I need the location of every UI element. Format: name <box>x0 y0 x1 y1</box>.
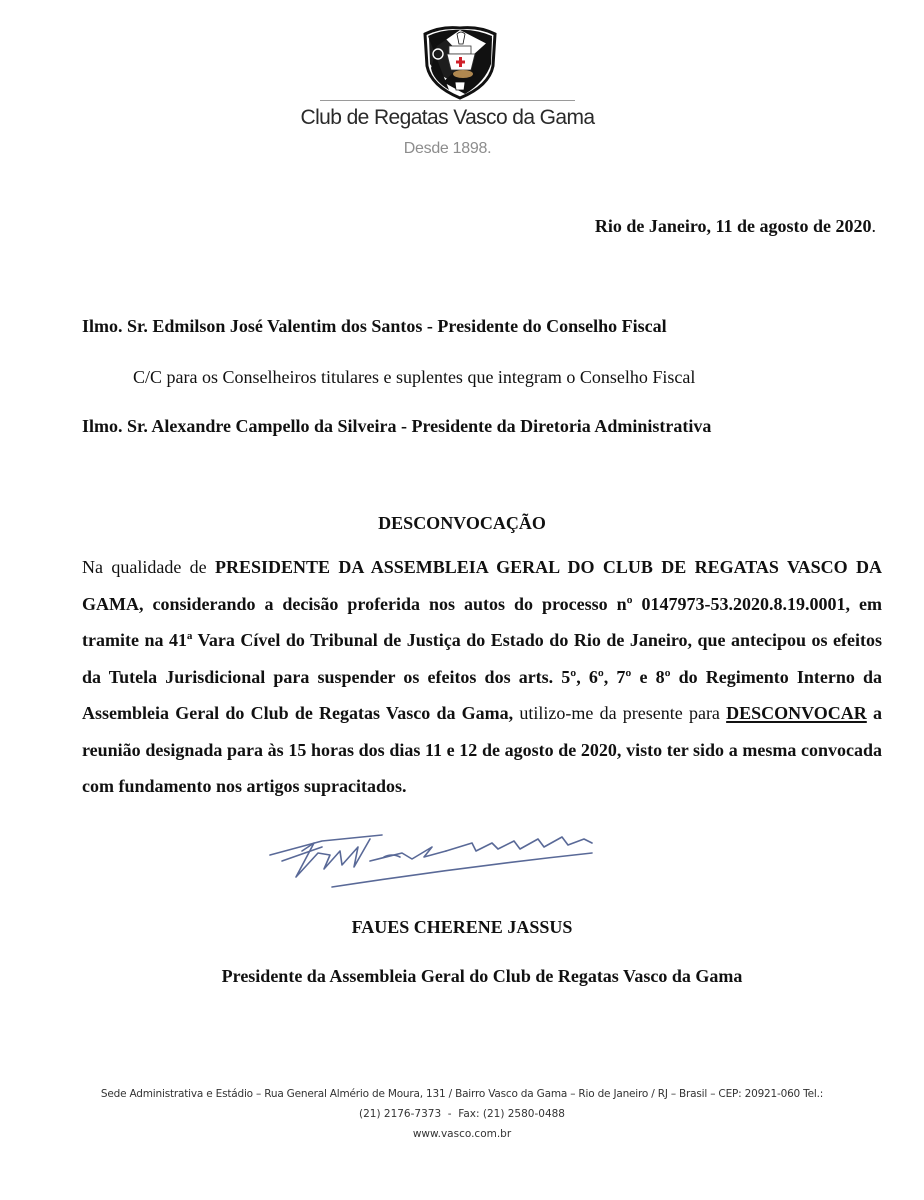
body-underlined-keyword: DESCONVOCAR <box>726 703 867 723</box>
footer-phones: (21) 2176-7373 - Fax: (21) 2580-0488 <box>359 1107 565 1120</box>
addressee-secondary: Ilmo. Sr. Alexandre Campello da Silveira - Presidente da Diretoria Administrativa <box>82 416 712 436</box>
handwritten-signature <box>262 817 622 897</box>
document-title: DESCONVOCAÇÃO <box>378 513 546 533</box>
footer-address: Sede Administrativa e Estádio – Rua General Almério de Moura, 131 / Bairro Vasco da Gama – Rio de Janeiro / RJ – Brasil – CEP: 20921-060 Tel.: <box>100 1087 824 1100</box>
footer-website: www.vasco.com.br <box>412 1127 512 1140</box>
body-intro: Na qualidade de <box>82 557 215 577</box>
body-paragraph <box>82 549 882 805</box>
body-bold-conclusion: a reunião designada para às 15 horas dos dias 11 e 12 de agosto de 2020, visto ter sido a mesma convocada com fundamento nos artigos supracitados. <box>82 703 883 796</box>
club-name: Club de Regatas Vasco da Gama <box>300 106 595 129</box>
letterhead-divider <box>320 100 575 101</box>
letterhead <box>0 0 924 200</box>
date-period: . <box>871 216 876 236</box>
date-text: Rio de Janeiro, 11 de agosto de 2020 <box>594 216 872 236</box>
signature-area <box>262 817 622 897</box>
body-bold-statement: PRESIDENTE DA ASSEMBLEIA GERAL DO CLUB DE REGATAS VASCO DA GAMA, considerando a decisão proferida nos autos do processo nº 0147973-53.2020.8.19.0001, em tramite na 41ª Vara Cível do Tribunal de Justiça do Estado do Rio de Janeiro, que antecipou os efeitos da Tutela Jurisdicional para suspender os efeitos dos arts. 5º, 6º, 7º e 8º do Regimento Interno da Assembleia Geral do Club de Regatas Vasco da Gama, <box>82 557 882 723</box>
founded-tagline: Desde 1898. <box>403 140 492 157</box>
vasco-crest-logo <box>419 24 501 100</box>
addressee-primary: Ilmo. Sr. Edmilson José Valentim dos Santos - Presidente do Conselho Fiscal <box>82 316 667 336</box>
signer-role: Presidente da Assembleia Geral do Club de Regatas Vasco da Gama <box>221 965 743 986</box>
letterhead-footer <box>0 1084 924 1160</box>
letter-content <box>0 200 924 988</box>
letter-date <box>82 214 876 238</box>
body-middle: utilizo-me da presente para <box>513 703 727 723</box>
signer-name: FAUES CHERENE JASSUS <box>351 916 573 937</box>
carbon-copy-line: C/C para os Conselheiros titulares e suplentes que integram o Conselho Fiscal <box>133 367 696 387</box>
